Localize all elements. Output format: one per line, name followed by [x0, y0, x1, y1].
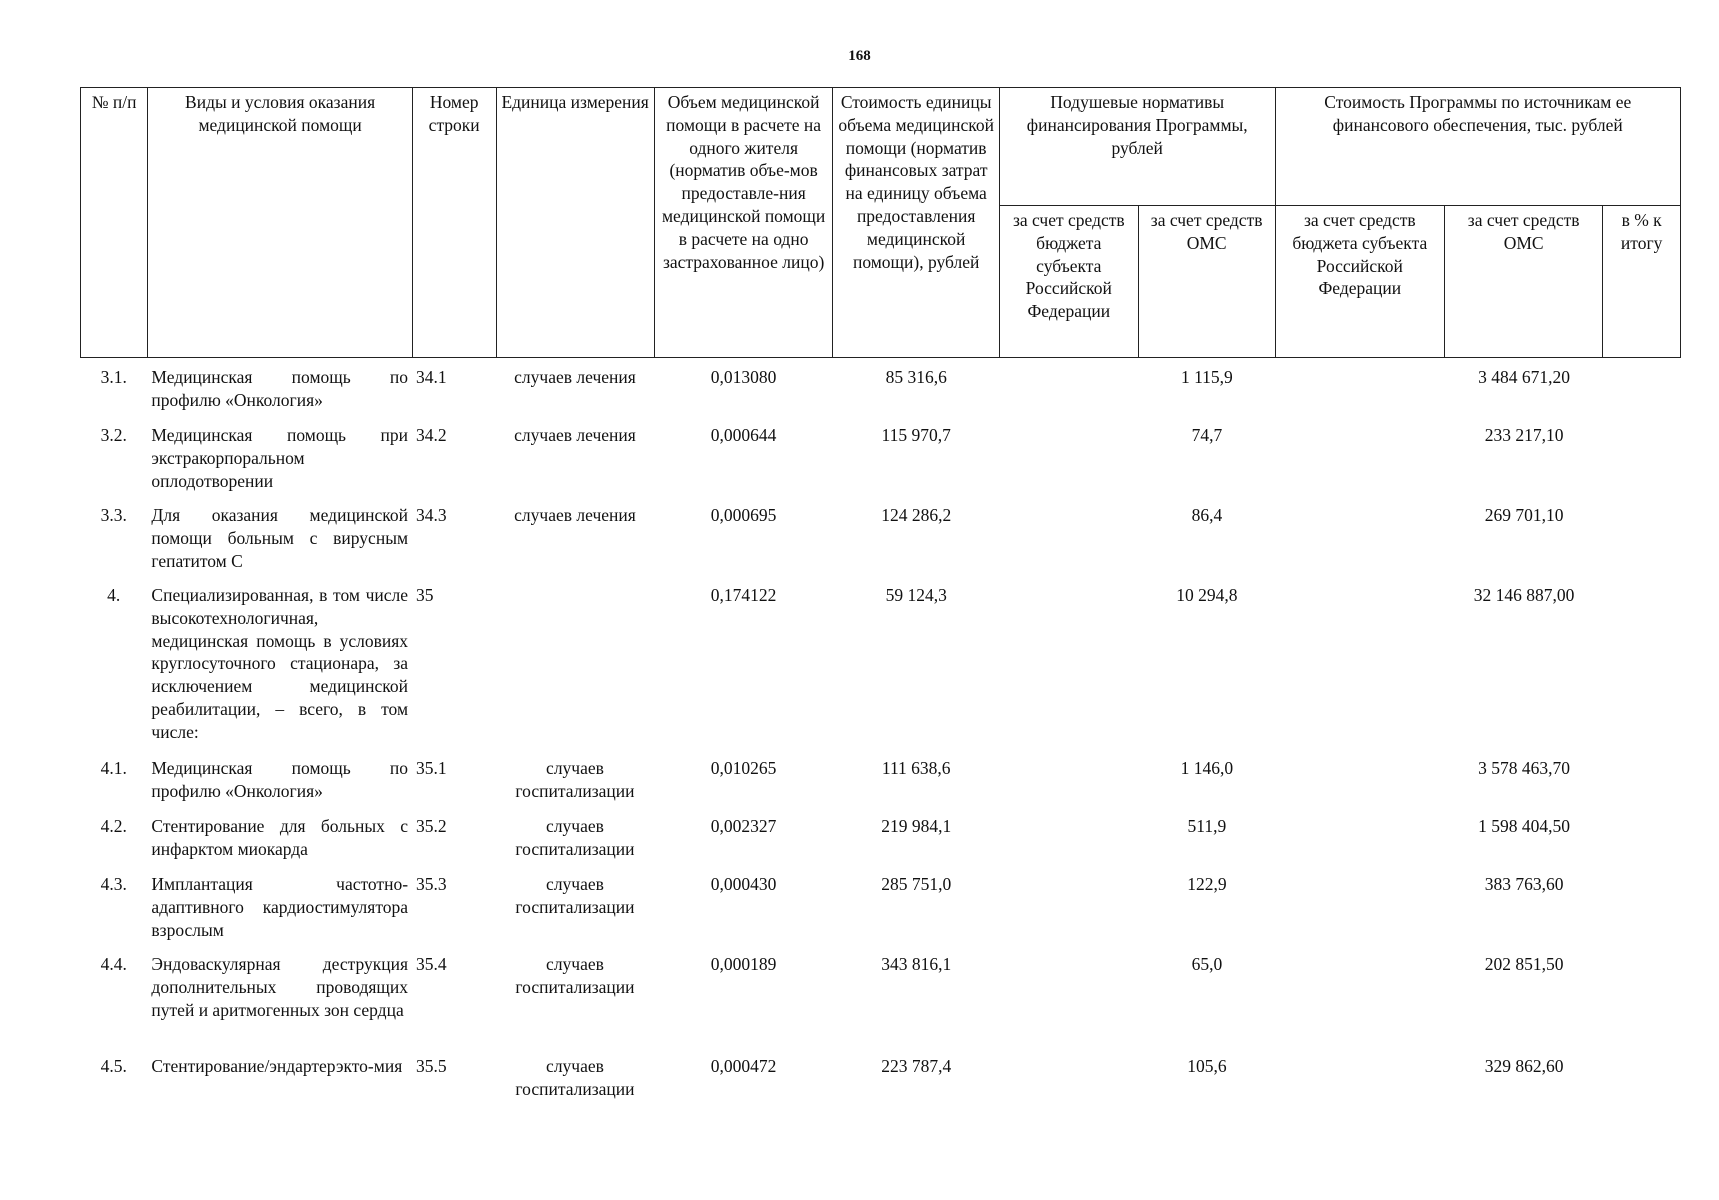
row-cost-oms-cell: 269 701,10	[1484, 505, 1564, 525]
header-program-cost-group: Стоимость Программы по источникам ее финансового обеспечения, тыс. рублей	[1275, 88, 1680, 206]
row-percapita-budget-cell	[999, 496, 1138, 576]
row-volume-cell: 0,002327	[710, 816, 777, 836]
row-unit-cell: случаев госпитализации	[515, 1056, 635, 1099]
row-unit-cell: случаев госпитализации	[515, 758, 635, 801]
row-cost-budget-cell	[1275, 865, 1445, 945]
row-unit-cell: случаев лечения	[514, 367, 636, 387]
row-cost-oms-cell: 3 578 463,70	[1478, 758, 1571, 778]
row-name-cell: Медицинская помощь по профилю «Онкология»	[151, 758, 409, 801]
row-percapita-oms-cell: 74,7	[1191, 425, 1223, 445]
row-cost-percent-cell	[1603, 416, 1681, 496]
row-cost-percent-cell	[1603, 496, 1681, 576]
header-cost-budget: за счет средств бюджета субъекта Российской Федерации	[1275, 206, 1444, 358]
row-line-cell: 35.3	[416, 874, 447, 894]
row-volume-cell: 0,000189	[710, 954, 777, 974]
header-percapita-oms: за счет средств ОМС	[1138, 206, 1275, 358]
row-line-cell: 35.2	[416, 816, 447, 836]
row-percapita-oms-cell: 10 294,8	[1176, 585, 1238, 605]
row-cost-percent-cell	[1603, 807, 1681, 865]
header-cost-percent: в % к итогу	[1603, 206, 1681, 358]
row-percapita-budget-cell	[999, 749, 1138, 807]
row-volume-cell: 0,010265	[710, 758, 777, 778]
row-volume-cell: 0,013080	[710, 367, 777, 387]
row-percapita-oms-cell: 105,6	[1187, 1056, 1227, 1076]
row-name-cell: Медицинская помощь при экстракорпоральном оплодотворении	[151, 425, 409, 491]
row-cost-oms-cell: 383 763,60	[1484, 874, 1564, 894]
row-number-cell: 4.1.	[100, 758, 127, 778]
row-cost-percent-cell	[1603, 576, 1681, 749]
row-percapita-budget-cell	[999, 416, 1138, 496]
row-line-cell: 35.4	[416, 954, 447, 974]
row-number-cell: 4.5.	[100, 1056, 127, 1076]
table-row	[80, 358, 1681, 416]
header-num: № п/п	[81, 88, 148, 358]
header-name: Виды и условия оказания медицинской помощи	[148, 88, 412, 358]
table-row	[80, 1047, 1681, 1105]
row-cost-oms-cell: 329 862,60	[1484, 1056, 1564, 1076]
row-percapita-oms-cell: 511,9	[1187, 816, 1227, 836]
row-name-cell: Для оказания медицинской помощи больным с вирусным гепатитом С	[151, 505, 409, 571]
table-row	[80, 807, 1681, 865]
row-cost-oms-cell: 32 146 887,00	[1473, 585, 1575, 605]
row-line-cell: 35	[416, 585, 434, 605]
row-unit-cell: случаев лечения	[514, 425, 636, 445]
row-cost-oms-cell: 1 598 404,50	[1478, 816, 1571, 836]
row-percapita-budget-cell	[999, 1047, 1138, 1105]
table-body	[80, 358, 1681, 1105]
row-unit-cell: случаев лечения	[514, 505, 636, 525]
row-percapita-budget-cell	[999, 865, 1138, 945]
row-line-cell: 35.5	[416, 1056, 447, 1076]
row-line-cell: 35.1	[416, 758, 447, 778]
row-volume-cell: 0,000430	[710, 874, 777, 894]
row-line-cell: 34.2	[416, 425, 447, 445]
row-cost-budget-cell	[1275, 807, 1445, 865]
table-header	[80, 87, 1681, 358]
row-unit-cost-cell: 124 286,2	[881, 505, 952, 525]
row-volume-cell: 0,174122	[710, 585, 777, 605]
header-row-number: Номер строки	[412, 88, 496, 358]
row-unit-cost-cell: 115 970,7	[881, 425, 951, 445]
row-number-cell: 4.3.	[100, 874, 127, 894]
row-cost-oms-cell: 3 484 671,20	[1478, 367, 1571, 387]
row-unit-cell	[496, 576, 654, 749]
row-name-cell: Стентирование для больных с инфарктом миокарда	[151, 816, 409, 859]
row-name-cell: Эндоваскулярная деструкция дополнительных проводящих путей и аритмогенных зон сердца	[151, 954, 409, 1020]
row-volume-cell: 0,000695	[710, 505, 777, 525]
row-cost-oms-cell: 233 217,10	[1484, 425, 1564, 445]
header-percapita-budget: за счет средств бюджета субъекта Российской Федерации	[999, 206, 1138, 358]
row-unit-cost-cell: 59 124,3	[885, 585, 947, 605]
row-percapita-budget-cell	[999, 807, 1138, 865]
row-line-cell: 34.3	[416, 505, 447, 525]
row-cost-percent-cell	[1603, 749, 1681, 807]
row-unit-cell: случаев госпитализации	[515, 816, 635, 859]
row-cost-percent-cell	[1603, 358, 1681, 416]
header-volume: Объем медицинской помощи в расчете на одного жителя (норматив объе-мов предоставле-ния медицинской помощи в расчете на одно застрахованное лицо)	[654, 88, 833, 358]
row-name-cell: Имплантация частотно-адаптивного кардиостимулятора взрослым	[151, 874, 409, 940]
row-cost-budget-cell	[1275, 1047, 1445, 1105]
row-unit-cost-cell: 285 751,0	[881, 874, 952, 894]
row-volume-cell: 0,000644	[710, 425, 777, 445]
table-row	[80, 865, 1681, 945]
header-cost-oms: за счет средств ОМС	[1445, 206, 1603, 358]
header-percapita-group: Подушевые нормативы финансирования Программы, рублей	[999, 88, 1275, 206]
row-unit-cost-cell: 111 638,6	[881, 758, 951, 778]
row-unit-cost-cell: 219 984,1	[881, 816, 952, 836]
row-cost-budget-cell	[1275, 749, 1445, 807]
table-row	[80, 496, 1681, 576]
table-row	[80, 416, 1681, 496]
row-percapita-budget-cell	[999, 945, 1138, 1047]
row-unit-cell: случаев госпитализации	[515, 874, 635, 917]
row-cost-budget-cell	[1275, 945, 1445, 1047]
row-name-cell: Медицинская помощь по профилю «Онкология»	[151, 367, 409, 410]
row-percapita-oms-cell: 1 115,9	[1180, 367, 1233, 387]
financing-table	[80, 87, 1680, 1105]
row-percapita-oms-cell: 1 146,0	[1180, 758, 1234, 778]
row-number-cell: 4.4.	[100, 954, 127, 974]
row-cost-percent-cell	[1603, 865, 1681, 945]
page-number: 168	[848, 48, 871, 64]
row-cost-budget-cell	[1275, 358, 1445, 416]
row-percapita-oms-cell: 86,4	[1191, 505, 1223, 525]
row-unit-cost-cell: 85 316,6	[885, 367, 947, 387]
row-cost-budget-cell	[1275, 576, 1445, 749]
row-percapita-budget-cell	[999, 576, 1138, 749]
row-number-cell: 3.1.	[100, 367, 127, 387]
row-name-cell: Стентирование/эндартерэкто-мия	[151, 1056, 403, 1076]
row-line-cell: 34.1	[416, 367, 447, 387]
row-unit-cell: случаев госпитализации	[515, 954, 635, 997]
row-cost-budget-cell	[1275, 416, 1445, 496]
row-volume-cell: 0,000472	[710, 1056, 777, 1076]
header-unit: Единица измерения	[496, 88, 654, 358]
row-unit-cost-cell: 343 816,1	[881, 954, 952, 974]
row-name-cell: Специализированная, в том числе высокотехнологичная, медицинская помощь в условиях круглосуточного стационара, за исключением медицинской реабилитации, – всего, в том числе:	[151, 585, 409, 742]
table-row	[80, 945, 1681, 1047]
row-cost-budget-cell	[1275, 496, 1445, 576]
row-percapita-oms-cell: 122,9	[1187, 874, 1227, 894]
row-cost-percent-cell	[1603, 945, 1681, 1047]
row-number-cell: 3.3.	[100, 505, 127, 525]
row-percapita-oms-cell: 65,0	[1191, 954, 1223, 974]
table-row	[80, 576, 1681, 749]
row-cost-percent-cell	[1603, 1047, 1681, 1105]
row-cost-oms-cell: 202 851,50	[1484, 954, 1564, 974]
row-percapita-budget-cell	[999, 358, 1138, 416]
row-unit-cost-cell: 223 787,4	[881, 1056, 952, 1076]
row-number-cell: 4.2.	[100, 816, 127, 836]
table-row	[80, 749, 1681, 807]
row-number-cell: 4.	[107, 585, 121, 605]
row-number-cell: 3.2.	[100, 425, 127, 445]
header-unit-cost: Стоимость единицы объема медицинской помощи (норматив финансовых затрат на единицу объема предоставления медицинской помощи), рублей	[833, 88, 999, 358]
